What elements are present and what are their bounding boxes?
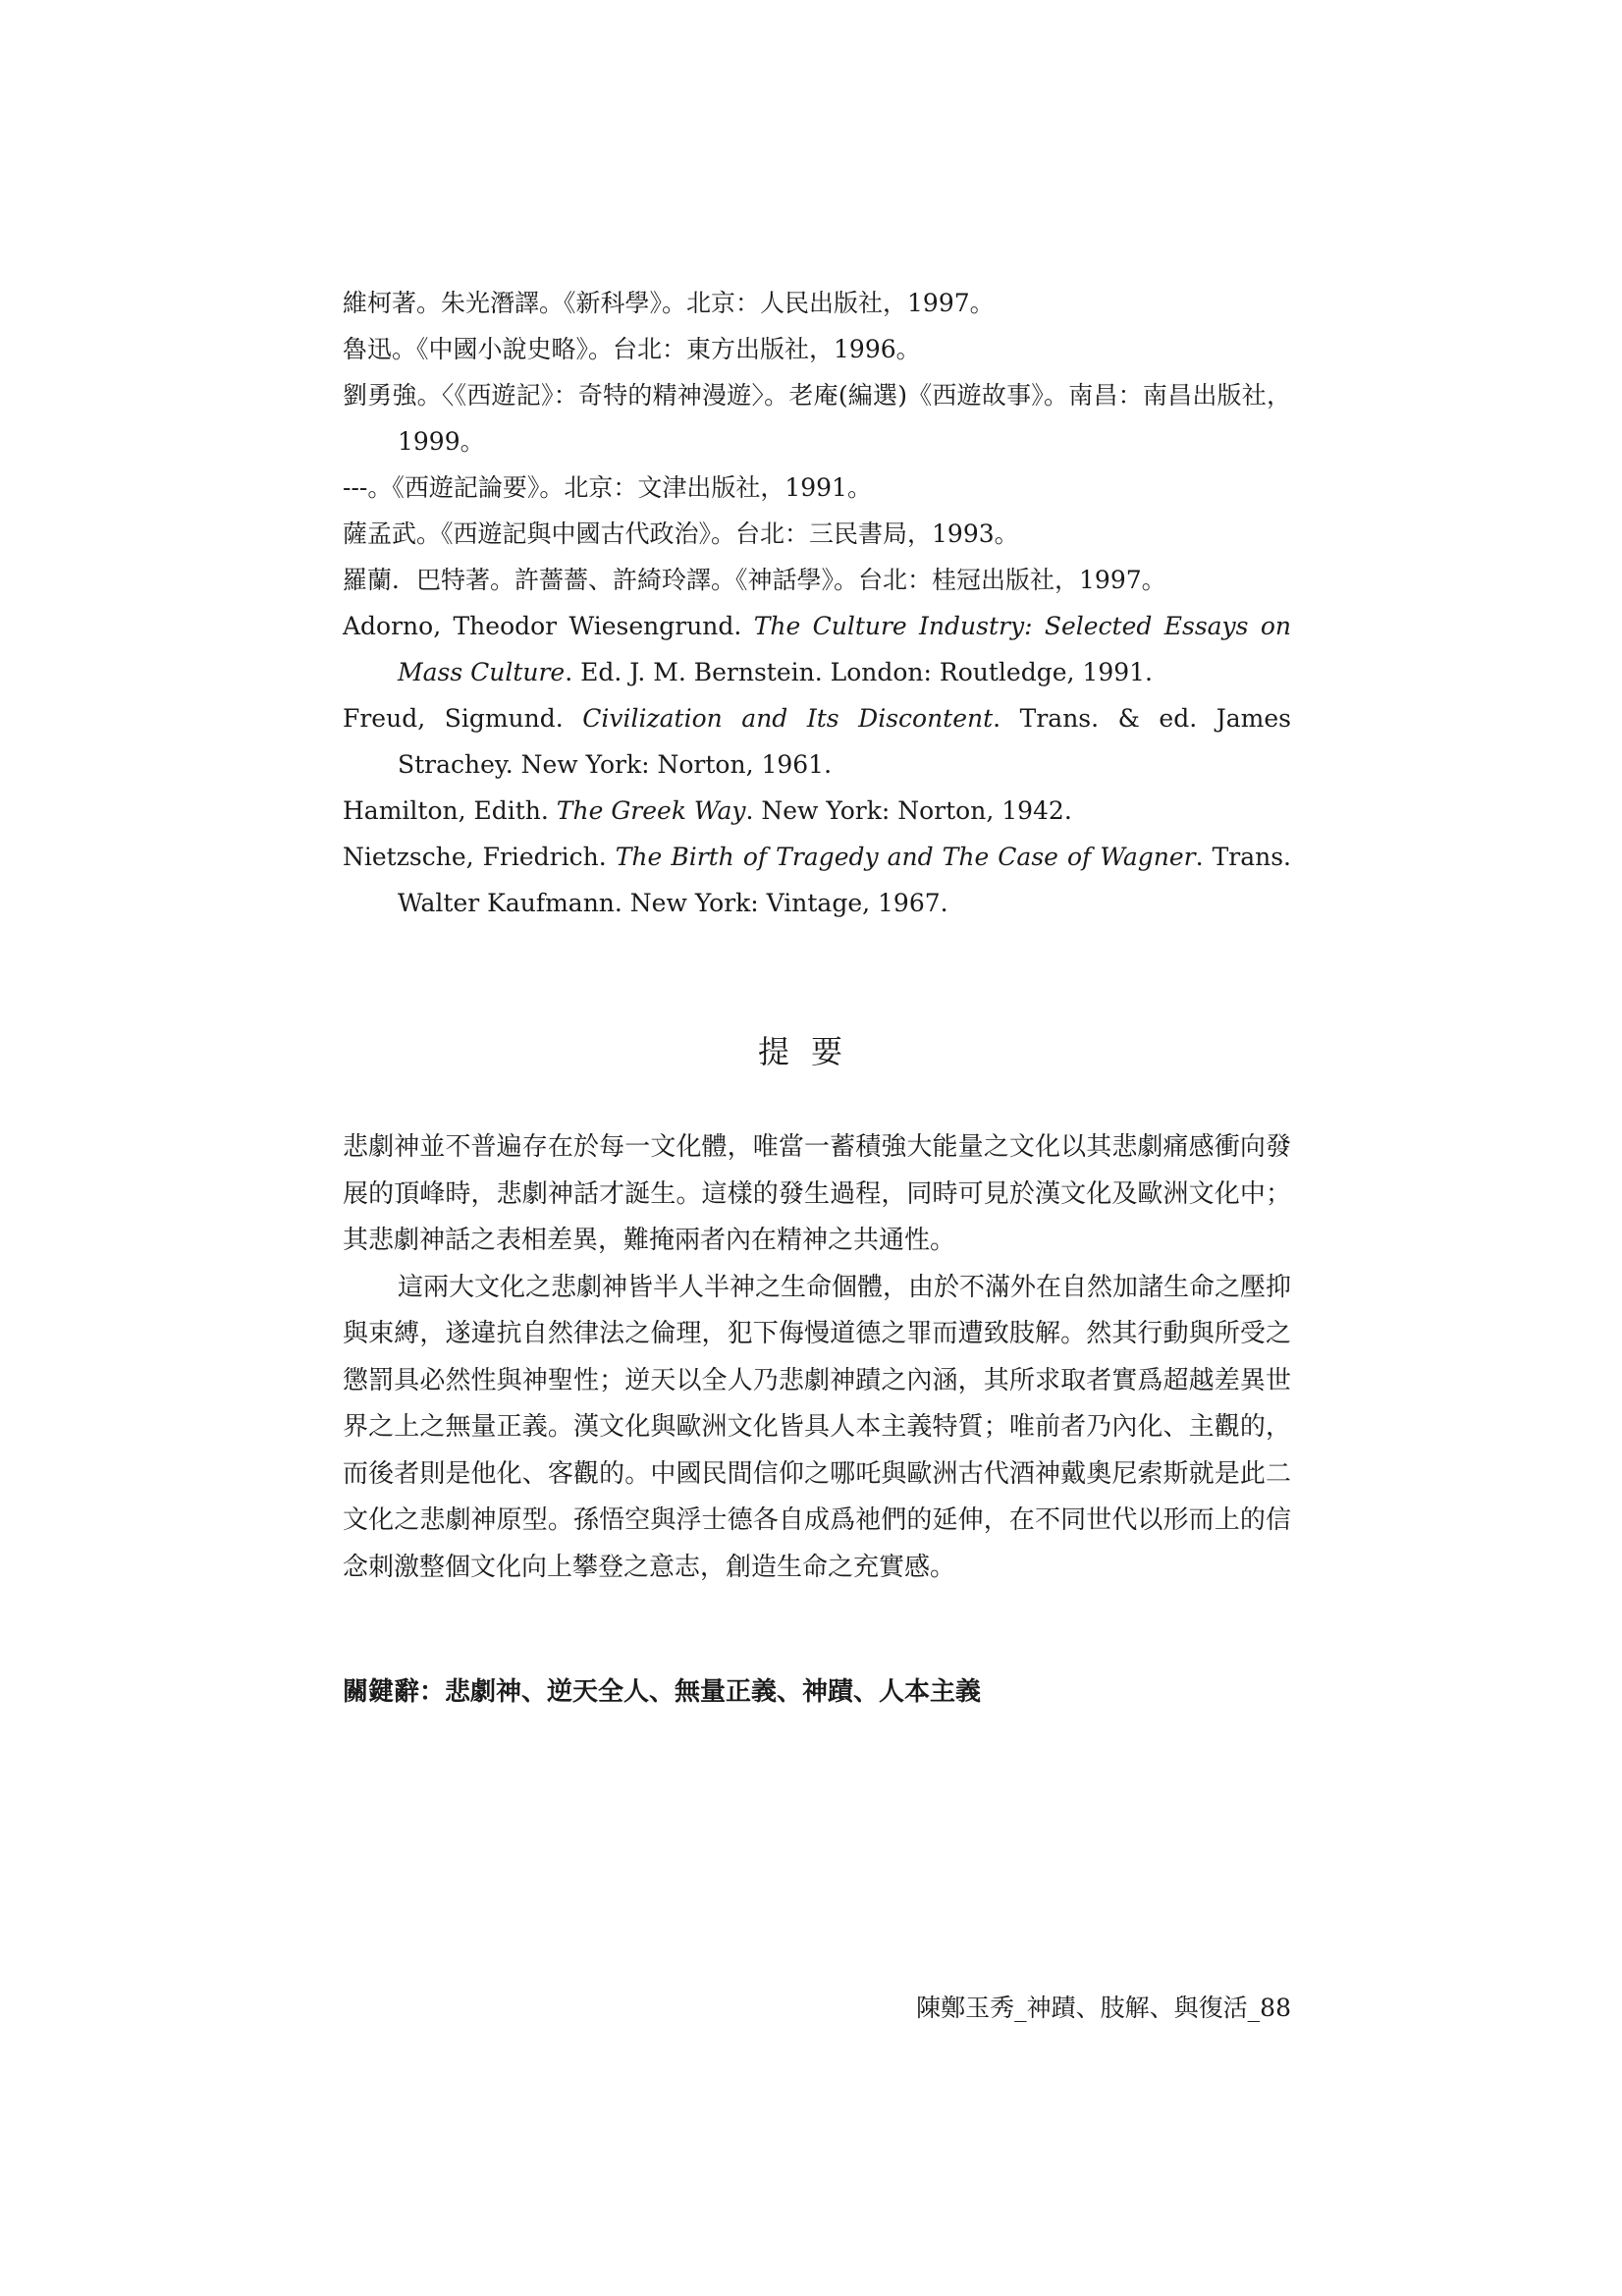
reference-entry: 魯迅。《中國小說史略》。台北：東方出版社，1996。: [343, 335, 921, 363]
reference-entry: 維柯著。朱光潛譯。《新科學》。北京：人民出版社，1997。: [343, 289, 995, 317]
abstract-paragraph: 悲劇神並不普遍存在於每一文化體，唯當一蓄積強大能量之文化以其悲劇痛感衝向發展的頂峰時，悲劇神話才誕生。這樣的發生過程，同時可見於漢文化及歐洲文化中；其悲劇神話之表相差異，難掩兩者內在精神之共通性。: [343, 1132, 1291, 1255]
reference-entry: 薩孟武。《西遊記與中國古代政治》。台北：三民書局，1993。: [343, 519, 1019, 548]
reference-publication: . Trans. Walter Kaufmann. New York: Vintage, 1967.: [398, 843, 1291, 917]
reference-publication: . Trans. & ed. James Strachey. New York: Norton, 1961.: [398, 704, 1291, 779]
reference-title: Civilization and Its Discontent: [582, 704, 994, 733]
reference-entry: [343, 603, 1291, 695]
reference-author: Adorno, Theodor Wiesengrund.: [343, 612, 754, 640]
abstract-paragraph: 這兩大文化之悲劇神皆半人半神之生命個體，由於不滿外在自然加諸生命之壓抑與束縛，遂違抗自然律法之倫理，犯下侮慢道德之罪而遭致肢解。然其行動與所受之懲罰具必然性與神聖性；逆天以全人乃悲劇神蹟之內涵，其所求取者實爲超越差異世界之上之無量正義。漢文化與歐洲文化皆具人本主義特質；唯前者乃內化、主觀的，而後者則是他化、客觀的。中國民間信仰之哪吒與歐洲古代酒神戴奧尼索斯就是此二文化之悲劇神原型。孫悟空與浮士德各自成爲祂們的延伸，在不同世代以形而上的信念刺激整個文化向上攀登之意志，創造生命之充實感。: [343, 1272, 1292, 1582]
reference-author: Freud, Sigmund.: [343, 704, 583, 733]
reference-entry: [343, 695, 1291, 788]
reference-title: The Birth of Tragedy and The Case of Wagner: [615, 843, 1196, 871]
reference-publication: . Ed. J. M. Bernstein. London: Routledge, 1991.: [565, 658, 1153, 686]
reference-entry: [343, 788, 1291, 834]
abstract-heading: 提要: [757, 1033, 864, 1070]
reference-entry: 羅蘭．巴特著。許薔薔、許綺玲譯。《神話學》。台北：桂冠出版社，1997。: [343, 566, 1166, 594]
reference-title: The Culture Industry: Selected Essays on Mass Culture: [398, 612, 1291, 686]
reference-entry: [343, 834, 1291, 926]
keywords-line: 關鍵辭：悲劇神、逆天全人、無量正義、神蹟、人本主義: [343, 1677, 982, 1707]
abstract-body: [343, 1124, 1291, 1591]
reference-title: The Greek Way: [556, 796, 746, 825]
reference-publication: . New York: Norton, 1942.: [745, 796, 1072, 825]
reference-entry: 劉勇強。〈《西遊記》：奇特的精神漫遊〉。老庵(編選)《西遊故事》。南昌：南昌出版社，1999。: [343, 381, 1291, 456]
reference-author: Hamilton, Edith.: [343, 796, 557, 825]
reference-entry: ---。《西遊記論要》。北京：文津出版社，1991。: [343, 473, 872, 502]
reference-list: [343, 280, 1291, 926]
page-footer: 陳鄭玉秀_神蹟、肢解、與復活_88: [916, 1994, 1291, 2022]
reference-author: Nietzsche, Friedrich.: [343, 843, 616, 871]
